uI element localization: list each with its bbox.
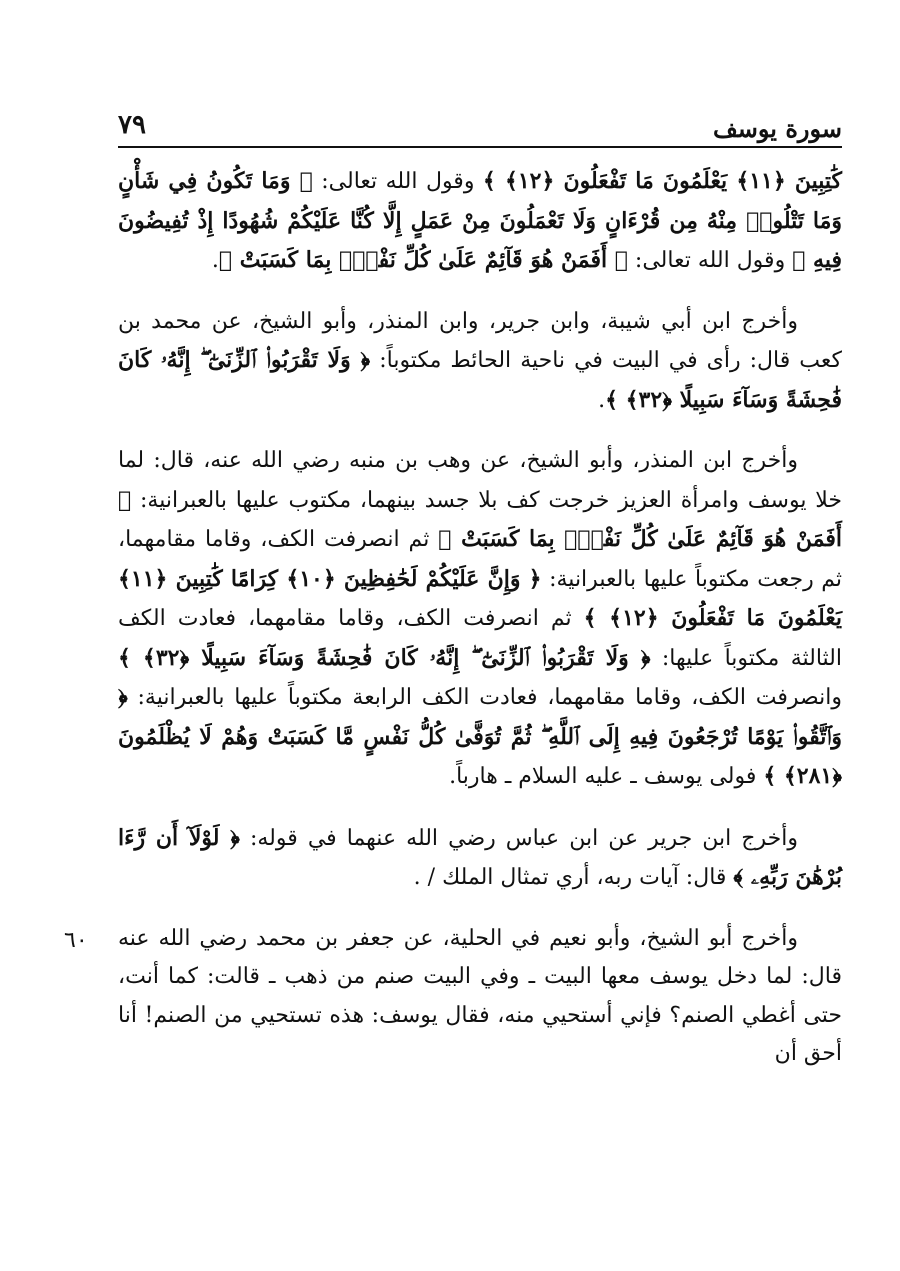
paragraph-1 (118, 162, 842, 281)
page-body (118, 162, 842, 1096)
quran-verse: ﴿ وَمَا تَكُونُ فِي شَأْنٍ وَمَا تَتْلُوا۟ مِنْهُ مِن قُرْءَانٍ وَلَا تَعْمَلُونَ مِنْ عَمَلٍ إِلَّا كُنَّا عَلَيْكُمْ شُهُودًا إِذْ تُفِيضُونَ فِيهِ ﴾ (118, 168, 842, 273)
text-run: ثم انصرفت الكف، وقاما مقامهما، فعادت الكف الثالثة مكتوباً عليها: (118, 606, 842, 671)
surah-title: سورة يوسف (712, 114, 842, 143)
paragraph-3 (118, 442, 842, 797)
quran-verse: ﴿ لَوْلَآ أَن رَّءَا بُرْهَٰنَ رَبِّهِۦ ﴾ (118, 824, 842, 890)
quran-verse: ﴿ وَٱتَّقُوا۟ يَوْمًا تُرْجَعُونَ فِيهِ إِلَى ٱللَّهِ ۖ ثُمَّ تُوَفَّىٰ كُلُّ نَفْسٍ مَّا كَسَبَتْ وَهُمْ لَا يُظْلَمُونَ ﴿٢٨١﴾ ﴾ (118, 684, 842, 789)
text-run: . (211, 248, 219, 273)
text-run: وأخرج ابن المنذر، وأبو الشيخ، عن وهب بن منبه رضي الله عنه، قال: لما خلا يوسف وامرأة العزيز خرجت كف بلا جسد بينهما، مكتوب عليها بالعبرانية: (118, 448, 842, 513)
paragraph-2 (118, 303, 842, 421)
text-run: وأخرج أبو الشيخ، وأبو نعيم في الحلية، عن جعفر بن محمد رضي الله عنه قال: لما دخل يوسف معها البيت ـ وفي البيت صنم من ذهب ـ قالت: كما أنت، حتى أغطي الصنم؟ فإني أستحيي منه، فقال يوسف: هذه تستحيي من الصنم! أنا أحق أن (118, 925, 843, 1066)
paragraph-5 (118, 920, 842, 1074)
page-number: ٧٩ (118, 110, 146, 140)
text-run: . (598, 387, 606, 413)
text-run: قال: آيات ربه، أري تمثال الملك / . (413, 865, 734, 890)
text-run: فولى يوسف ـ عليه السلام ـ هارباً. (449, 764, 764, 789)
margin-page-reference: ٦٠ (64, 928, 88, 953)
text-run: ثم انصرفت الكف، وقاما مقامهما، ثم رجعت مكتوباً عليها بالعبرانية: (118, 527, 843, 592)
text-run: وانصرفت الكف، وقاما مقامهما، فعادت الكف الرابعة مكتوباً عليها بالعبرانية: (127, 685, 842, 710)
text-run: وقول الله تعالى: (627, 248, 793, 273)
quran-verse: ﴿ وَلَا تَقْرَبُوا۟ ٱلزِّنَىٰٓ ۖ إِنَّهُۥ كَانَ فَٰحِشَةً وَسَآءَ سَبِيلًا ﴿٣٢﴾ ﴾ (118, 347, 842, 413)
quran-verse: كَٰتِبِينَ ﴿١١﴾ يَعْلَمُونَ مَا تَفْعَلُونَ ﴿١٢﴾ ﴾ (482, 168, 843, 194)
text-run: وأخرج ابن أبي شيبة، وابن جرير، وابن المنذر، وأبو الشيخ، عن محمد بن كعب قال: رأى في البيت في ناحية الحائط مكتوباً: (118, 308, 842, 373)
quran-verse: ﴿ أَفَمَنْ هُوَ قَآئِمٌ عَلَىٰ كُلِّ نَفْسٍۭ بِمَا كَسَبَتْ ﴾ (218, 247, 628, 273)
quran-verse: ﴿ وَلَا تَقْرَبُوا۟ ٱلزِّنَىٰٓ ۖ إِنَّهُۥ كَانَ فَٰحِشَةً وَسَآءَ سَبِيلًا ﴿٣٢﴾ ﴾ (118, 644, 651, 671)
text-run: وأخرج ابن جرير عن ابن عباس رضي الله عنهما في قوله: (239, 825, 798, 851)
page-header (118, 108, 842, 148)
paragraph-4 (118, 819, 842, 898)
quran-verse: ﴿ أَفَمَنْ هُوَ قَآئِمٌ عَلَىٰ كُلِّ نَفْسٍۭ بِمَا كَسَبَتْ ﴾ (118, 486, 842, 552)
text-run: وقول الله تعالى: (312, 169, 483, 194)
quran-verse: ﴿ وَإِنَّ عَلَيْكُمْ لَحَٰفِظِينَ ﴿١٠﴾ كِرَامًا كَٰتِبِينَ ﴿١١﴾ يَعْلَمُونَ مَا تَفْعَلُونَ ﴿١٢﴾ ﴾ (118, 565, 842, 631)
